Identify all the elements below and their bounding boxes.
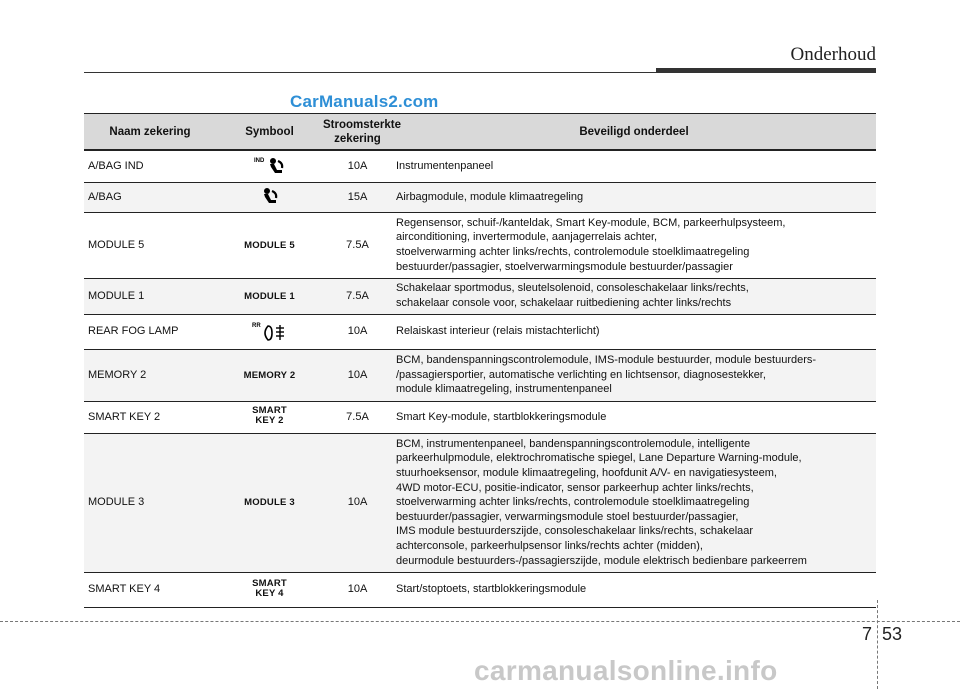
- chapter-number: 7: [861, 624, 872, 644]
- fuse-name: MEMORY 2: [84, 349, 216, 401]
- page-divider: [877, 600, 878, 689]
- fuse-name: MODULE 1: [84, 278, 216, 314]
- page-number: 53: [882, 624, 903, 644]
- fuse-symbol-label: MODULE 5: [244, 239, 295, 251]
- title-accent-bar: [656, 68, 876, 73]
- fuse-symbol: [216, 401, 323, 433]
- svg-text:IND: IND: [253, 158, 264, 165]
- fuse-amperage: 15A: [323, 182, 392, 212]
- fuse-name: REAR FOG LAMP: [84, 314, 216, 349]
- fuse-symbol-label: SMART KEY 2: [252, 405, 287, 427]
- fuse-symbol-label: SMART KEY 4: [252, 577, 287, 599]
- fuse-symbol-label: MODULE 1: [244, 290, 295, 302]
- fuse-symbol: [216, 572, 323, 607]
- fuse-amperage: 10A: [323, 433, 392, 572]
- fuse-protected: Smart Key-module, startblokkeringsmodule: [392, 401, 876, 433]
- fuse-name: SMART KEY 4: [84, 572, 216, 607]
- fuse-symbol: [216, 433, 323, 572]
- fuse-table: [84, 113, 876, 608]
- table-header-row: [84, 114, 876, 151]
- fuse-protected: Relaiskast interieur (relais mistachterlicht): [392, 314, 876, 349]
- table-row: [84, 278, 876, 314]
- fuse-symbol: [216, 182, 323, 212]
- fuse-protected: Schakelaar sportmodus, sleutelsolenoid, consoleschakelaar links/rechts, schakelaar console voor, schakelaar ruitbediening achter links/rechts: [392, 278, 876, 314]
- table-row: [84, 433, 876, 572]
- fuse-protected: Start/stoptoets, startblokkeringsmodule: [392, 572, 876, 607]
- fuse-amperage: 10A: [323, 314, 392, 349]
- table-row: [84, 150, 876, 182]
- airbag-icon: [258, 187, 282, 207]
- fuse-symbol: [216, 278, 323, 314]
- section-title: Onderhoud: [790, 44, 876, 65]
- rear-fog-lamp-icon: [250, 320, 290, 344]
- fuse-symbol-label: MEMORY 2: [243, 369, 296, 381]
- fuse-symbol-label: MODULE 3: [244, 497, 295, 509]
- footer-divider: [0, 621, 960, 622]
- fuse-symbol: [216, 212, 323, 278]
- fuse-amperage: 10A: [323, 150, 392, 182]
- fuse-symbol: [216, 314, 323, 349]
- airbag-indicator-icon: [252, 155, 288, 177]
- fuse-protected: Regensensor, schuif-/kanteldak, Smart Key-module, BCM, parkeerhulpsysteem, airconditioning, invertermodule, aanjagerrelais achter, stoelverwarming achter links/rechts, controlemodule stoelklimaatregeling bestuurder/passagier, stoelverwarmingsmodule bestuurder/passagier: [392, 212, 876, 278]
- fuse-amperage: 7.5A: [323, 212, 392, 278]
- fuse-amperage: 10A: [323, 572, 392, 607]
- watermark-bottom[interactable]: carmanualsonline.info: [474, 655, 778, 686]
- svg-text:RR: RR: [251, 322, 261, 329]
- table-row: [84, 572, 876, 607]
- fuse-name: SMART KEY 2: [84, 401, 216, 433]
- header-name: Naam zekering: [84, 114, 216, 151]
- header-protected: Beveiligd onderdeel: [392, 114, 876, 151]
- fuse-symbol: [216, 150, 323, 182]
- title-rule: [84, 72, 656, 73]
- fuse-protected: BCM, bandenspanningscontrolemodule, IMS-module bestuurder, module bestuurders- /passagiersportier, automatische verlichting en lichtsensor, diagnosestekker, module klimaatregeling, instrumentenpaneel: [392, 349, 876, 401]
- watermark-top[interactable]: CarManuals2.com: [290, 92, 439, 111]
- fuse-protected: Airbagmodule, module klimaatregeling: [392, 182, 876, 212]
- table-row: [84, 182, 876, 212]
- fuse-name: A/BAG IND: [84, 150, 216, 182]
- fuse-protected: Instrumentenpaneel: [392, 150, 876, 182]
- table-row: [84, 349, 876, 401]
- header-symbol: Symbool: [216, 114, 323, 151]
- fuse-amperage: 10A: [323, 349, 392, 401]
- fuse-amperage: 7.5A: [323, 278, 392, 314]
- fuse-name: MODULE 5: [84, 212, 216, 278]
- table-row: [84, 314, 876, 349]
- fuse-name: A/BAG: [84, 182, 216, 212]
- fuse-symbol: [216, 349, 323, 401]
- fuse-amperage: 7.5A: [323, 401, 392, 433]
- header-amperage: Stroomsterkte zekering: [323, 114, 392, 151]
- table-row: [84, 401, 876, 433]
- table-row: [84, 212, 876, 278]
- fuse-protected: BCM, instrumentenpaneel, bandenspanningscontrolemodule, intelligente parkeerhulpmodule, elektrochromatische spiegel, Lane Departure Warning-module, stuurhoeksensor, module klimaatregeling, hoofdunit A/V- en navigatiesysteem, 4WD motor-ECU, positie-indicator, sensor parkeerhup achter links/rechts, stoelverwarming achter links/rechts, controlemodule stoelklimaatregeling bestuurder/passagier, verwarmingsmodule stoel bestuurder/passagier, IMS module bestuurderszijde, consoleschakelaar links/rechts, schakelaar achterconsole, parkeerhulpsensor links/rechts achter (midden), deurmodule bestuurders-/passagierszijde, module elektrisch bedienbare parkeerrem: [392, 433, 876, 572]
- fuse-name: MODULE 3: [84, 433, 216, 572]
